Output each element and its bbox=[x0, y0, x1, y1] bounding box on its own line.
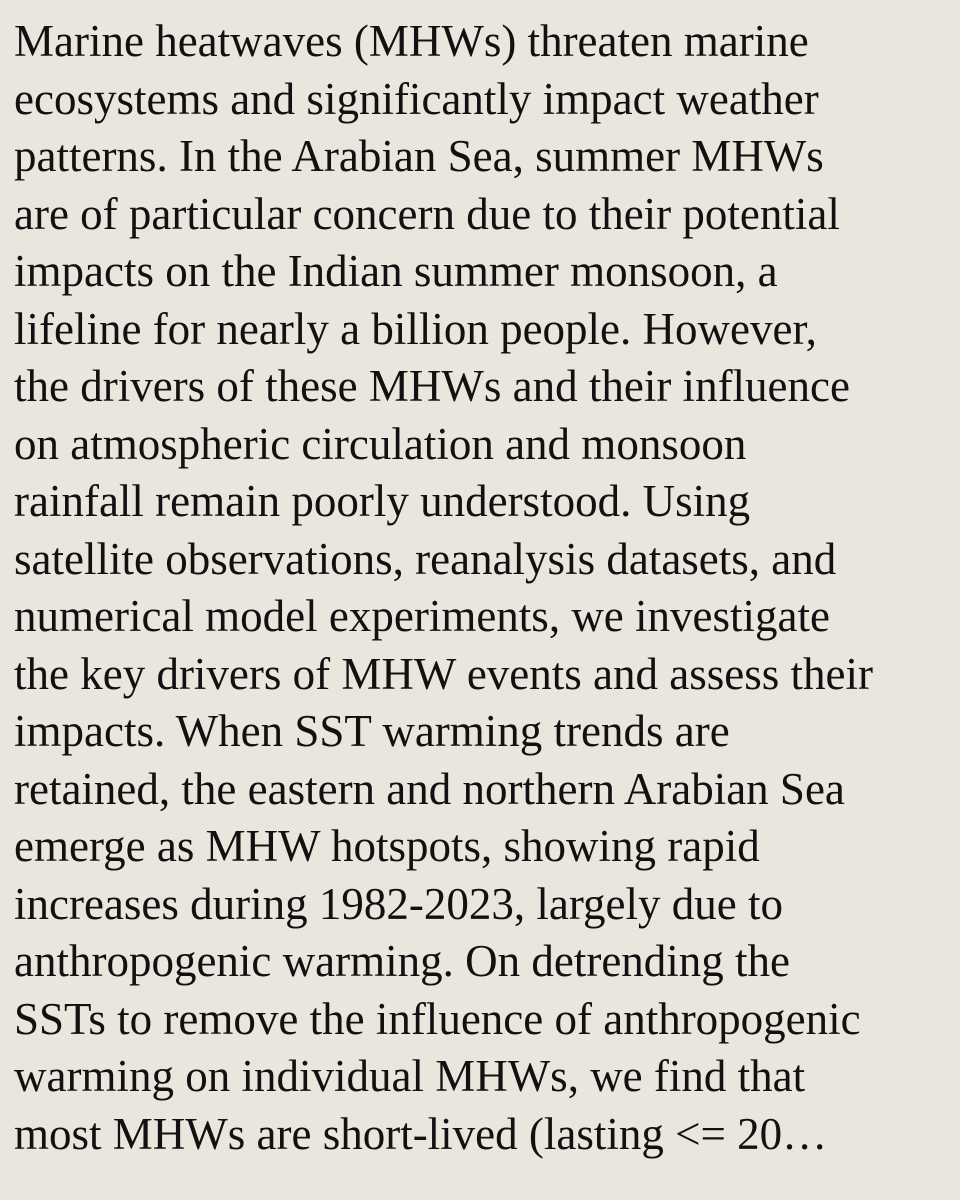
abstract-line-18: SSTs to remove the influence of anthropogenic bbox=[14, 993, 861, 1044]
abstract-paragraph bbox=[14, 13, 960, 1163]
abstract-line-8: on atmospheric circulation and monsoon bbox=[14, 418, 747, 469]
abstract-line-14: retained, the eastern and northern Arabian Sea bbox=[14, 763, 845, 814]
abstract-line-16: increases during 1982-2023, largely due to bbox=[14, 878, 783, 929]
abstract-line-4: are of particular concern due to their potential bbox=[14, 188, 840, 239]
abstract-line-7: the drivers of these MHWs and their influence bbox=[14, 361, 850, 411]
abstract-line-15: emerge as MHW hotspots, showing rapid bbox=[14, 821, 760, 871]
abstract-line-19: warming on individual MHWs, we find that bbox=[14, 1051, 806, 1101]
abstract-line-12: the key drivers of MHW events and assess their bbox=[14, 648, 873, 699]
abstract-line-2: ecosystems and significantly impact weather bbox=[14, 73, 819, 124]
abstract-line-20: most MHWs are short-lived (lasting <= 20… bbox=[14, 1108, 828, 1159]
abstract-line-17: anthropogenic warming. On detrending the bbox=[14, 936, 791, 986]
abstract-line-9: rainfall remain poorly understood. Using bbox=[14, 476, 751, 526]
abstract-line-11: numerical model experiments, we investigate bbox=[14, 591, 830, 641]
abstract-line-3: patterns. In the Arabian Sea, summer MHWs bbox=[14, 131, 824, 181]
abstract-line-5: impacts on the Indian summer monsoon, a bbox=[14, 246, 778, 296]
abstract-line-1: Marine heatwaves (MHWs) threaten marine bbox=[14, 16, 809, 66]
abstract-line-10: satellite observations, reanalysis datasets, and bbox=[14, 533, 837, 584]
abstract-line-13: impacts. When SST warming trends are bbox=[14, 706, 730, 756]
abstract-line-6: lifeline for nearly a billion people. However, bbox=[14, 303, 817, 354]
